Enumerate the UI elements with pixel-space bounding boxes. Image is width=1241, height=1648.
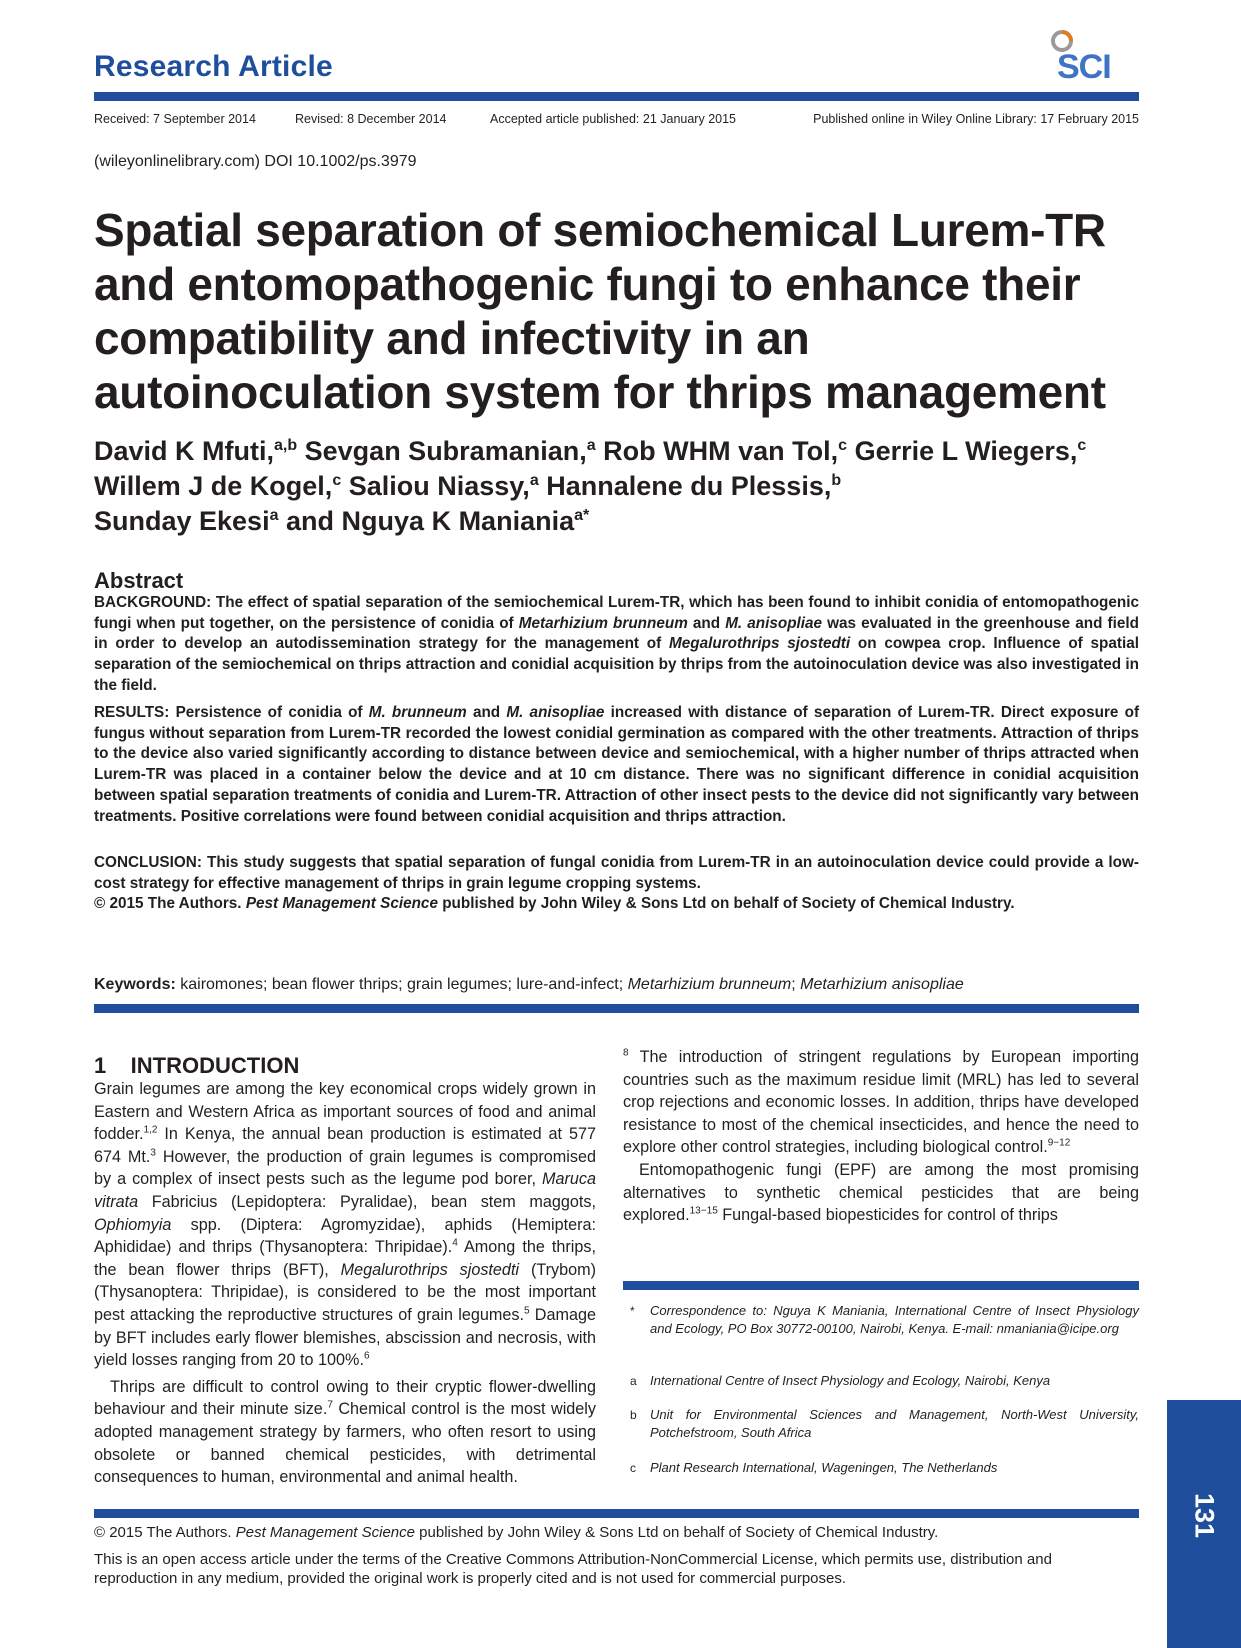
author-list (94, 434, 1144, 539)
article-type: Research Article (94, 50, 333, 83)
received-date: Received: 7 September 2014 (94, 112, 256, 126)
citation[interactable]: 4 (452, 1237, 458, 1249)
background-text: was evaluated in the greenhouse and field in order to develop an autodissemination strategy for the management of (94, 614, 1139, 653)
body-text: Entomopathogenic fungi (EPF) are among the most promising alternatives to synthetic chemical pesticides that are being explored. (623, 1160, 1139, 1225)
author-name[interactable]: Sevgan Subramanian, (304, 436, 587, 466)
body-text: Thrips are difficult to control owing to their cryptic flower-dwelling behaviour and their minute size. (94, 1377, 596, 1419)
journal-name: Pest Management Science (245, 895, 438, 913)
footer-copyright-text: published by John Wiley & Sons Ltd on behalf of Society of Chemical Industry. (419, 1524, 939, 1541)
license-note: This is an open access article under the terms of the Creative Commons Attribution-NonCommercial License, which permits use, distribution and reproduction in any medium, provided the original work is properly cited and is not used for commercial purposes. (94, 1551, 1052, 1587)
author-affiliation: c (1077, 437, 1087, 454)
author-affiliation: a (529, 472, 539, 489)
affiliation-b: Unit for Environmental Sciences and Management, North-West University, Potchefstroom, South Africa (650, 1407, 1139, 1440)
body-text: Damage by BFT includes early flower blemishes, abscission and necrosis, with yield losses ranging from 20 to 100%. (94, 1305, 596, 1370)
body-text: The introduction of stringent regulations by European importing countries such as the maximum residue limit (MRL) has led to several crop rejections and economic losses. In addition, thrips have developed resistance to most of the chemical insecticides, and hence the need to explore other control strategies, including biological control. (623, 1048, 1139, 1157)
author-affiliation: a* (574, 507, 590, 524)
citation[interactable]: 8 (623, 1047, 629, 1059)
body-text: Among the thrips, the bean flower thrips (BFT), (94, 1238, 596, 1279)
background-text: on cowpea crop. Influence of spatial separation of the semiochemical on thrips attraction and conidial acquisition by thrips from the autoinoculation device was also investigated in the field. (94, 635, 1139, 694)
intro-paragraph-3 (623, 1159, 1139, 1227)
section-heading: 1 INTRODUCTION (94, 1053, 300, 1078)
intro-paragraph-2-cont (623, 1046, 1139, 1159)
body-text: Chemical control is the most widely adopted management strategy by farmers, who often resort to using obsolete or banned chemical pesticides, with detrimental consequences to human, environmental and animal health. (94, 1400, 596, 1487)
header-rule (94, 92, 1139, 101)
page-number-tab (1167, 1400, 1241, 1648)
species-name: M. anisopliae (506, 704, 605, 721)
species-name: M. anisopliae (725, 614, 823, 632)
citation[interactable]: 3 (150, 1147, 156, 1159)
keyword-species: Metarhizium anisopliae (800, 976, 964, 993)
intro-column-1 (94, 1078, 596, 1489)
species-name: M. brunneum (368, 704, 467, 721)
abstract-conclusion (94, 853, 1139, 915)
accepted-date: Accepted article published: 21 January 2015 (490, 112, 736, 126)
results-text: and (472, 704, 501, 721)
author-affiliation: c (332, 472, 342, 489)
journal-name: Pest Management Science (235, 1524, 415, 1541)
author-affiliation: a,b (274, 437, 298, 454)
background-text: and (692, 614, 721, 632)
author-affiliation: a (269, 507, 279, 524)
footer-copyright-text: © 2015 The Authors. (94, 1524, 232, 1541)
body-text: (Trybom) (Thysanoptera: Thripidae), is considered to be the most important pest attacking the reproductive structures of grain legumes. (94, 1260, 596, 1324)
page-number: 131 (1189, 1492, 1220, 1539)
species-name: Megalurothrips sjostedti (340, 1260, 520, 1279)
footnote-rule (623, 1281, 1139, 1290)
body-text: However, the production of grain legumes is compromised by a complex of insect pests such as the legume pod borer, (94, 1147, 596, 1189)
intro-paragraph-1 (94, 1078, 596, 1372)
species-name: Ophiomyia (94, 1215, 172, 1234)
abstract-copyright: published by John Wiley & Sons Ltd on behalf of Society of Chemical Industry. (442, 895, 1015, 913)
species-name: Metarhizium brunneum (518, 614, 688, 632)
author-name[interactable]: Rob WHM van Tol, (603, 436, 839, 466)
keywords-label: Keywords: (94, 976, 176, 993)
species-name: Maruca vitrata (94, 1170, 596, 1211)
published-date: Published online in Wiley Online Library: 17 February 2015 (813, 112, 1139, 126)
revised-date: Revised: 8 December 2014 (295, 112, 447, 126)
abstract-background (94, 593, 1139, 697)
conclusion-label: CONCLUSION: (94, 854, 202, 871)
species-name: Megalurothrips sjostedti (669, 635, 851, 653)
author-name[interactable]: Saliou Niassy, (348, 471, 530, 501)
footer-rule (94, 1509, 1139, 1518)
body-text: In Kenya, the annual bean production is estimated at 577 674 Mt. (94, 1125, 596, 1166)
author-name[interactable]: David K Mfuti, (94, 436, 274, 466)
footnote-marker: a (630, 1374, 637, 1388)
results-text: increased with distance of separation of Lurem-TR. Direct exposure of fungus without separation from Lurem-TR recorded the lowest conidial germination as compared with the other treatments. Attraction of thrips to the device also varied significantly according to distance between device and semiochemical, with a higher number of thrips attracted when Lurem-TR was placed in a container below the device and at 10 cm distance. There was no significant difference in conidial acquisition between spatial separation treatments of conidia and Lurem-TR. Attraction of other insect pests to the device did not significantly vary between treatments. Positive correlations were found between conidial acquisition and thrips attraction. (94, 704, 1140, 825)
abstract-copyright: © 2015 The Authors. (94, 895, 242, 913)
author-name[interactable]: Gerrie L Wiegers, (854, 436, 1078, 466)
abstract-rule (94, 1004, 1139, 1013)
abstract-heading: Abstract (94, 568, 184, 593)
body-text: Grain legumes are among the key economical crops widely grown in Eastern and Western Africa as important sources of food and animal fodder. (94, 1080, 596, 1144)
footnote-marker: * (630, 1304, 635, 1318)
author-name[interactable]: Sunday Ekesi (94, 506, 270, 536)
doi-link[interactable]: (wileyonlinelibrary.com) DOI 10.1002/ps.3979 (94, 153, 417, 170)
citation[interactable]: 5 (523, 1305, 530, 1317)
keyword-species: Metarhizium brunneum (627, 976, 792, 993)
abstract-results (94, 703, 1139, 827)
intro-column-2 (623, 1046, 1139, 1227)
background-label: BACKGROUND: (94, 594, 212, 611)
citation[interactable]: 7 (327, 1399, 333, 1411)
author-conjunction: and (286, 506, 335, 536)
affiliation-c: Plant Research International, Wageningen, The Netherlands (650, 1460, 998, 1475)
keywords-separator: ; (791, 976, 796, 993)
conclusion-text: This study suggests that spatial separation of fungal conidia from Lurem-TR in an autoinoculation device could provide a low-cost strategy for effective management of thrips in grain legume cropping systems. (94, 854, 1140, 892)
keywords (94, 976, 1139, 994)
citation[interactable]: 1,2 (143, 1124, 158, 1136)
intro-paragraph-2 (94, 1376, 596, 1489)
logo-text: SCI (1057, 48, 1111, 86)
sci-logo (1049, 28, 1139, 84)
results-text: Persistence of conidia of (175, 704, 363, 721)
author-affiliation: a (586, 437, 596, 454)
body-text: Fungal-based biopesticides for control of thrips (717, 1206, 1058, 1225)
footer-copyright (94, 1524, 938, 1541)
author-name[interactable]: Willem J de Kogel, (94, 471, 333, 501)
citation[interactable]: 13−15 (689, 1205, 718, 1217)
body-text: spp. (Diptera: Agromyzidae), aphids (Hemiptera: Aphididae) and thrips (Thysanoptera: Thripidae). (94, 1215, 596, 1257)
author-affiliation: b (831, 472, 842, 489)
body-text: Fabricius (Lepidoptera: Pyralidae), bean stem maggots, (138, 1192, 596, 1211)
correspondence-note: Correspondence to: Nguya K Maniania, International Centre of Insect Physiology and Ecology, PO Box 30772-00100, Nairobi, Kenya. E-mail: nmaniania@icipe.org (650, 1303, 1139, 1336)
author-name[interactable]: Hannalene du Plessis, (546, 471, 832, 501)
citation[interactable]: 9−12 (1047, 1137, 1071, 1149)
footnote-marker: c (630, 1461, 636, 1475)
author-affiliation: c (838, 437, 848, 454)
affiliation-a: International Centre of Insect Physiology and Ecology, Nairobi, Kenya (650, 1373, 1051, 1388)
article-title: Spatial separation of semiochemical Lurem-TR and entomopathogenic fungi to enhance their compatibility and infectivity in an autoinoculation system for thrips management (94, 204, 1106, 418)
footnote-marker: b (630, 1408, 637, 1422)
background-text: The effect of spatial separation of the semiochemical Lurem-TR, which has been found to inhibit conidia of entomopathogenic fungi when put together, on the persistence of conidia of (94, 594, 1139, 632)
keywords-text: kairomones; bean flower thrips; grain legumes; lure-and-infect; (180, 976, 624, 993)
citation[interactable]: 6 (363, 1350, 370, 1362)
results-label: RESULTS: (94, 704, 170, 721)
author-name[interactable]: Nguya K Maniania (341, 506, 575, 536)
